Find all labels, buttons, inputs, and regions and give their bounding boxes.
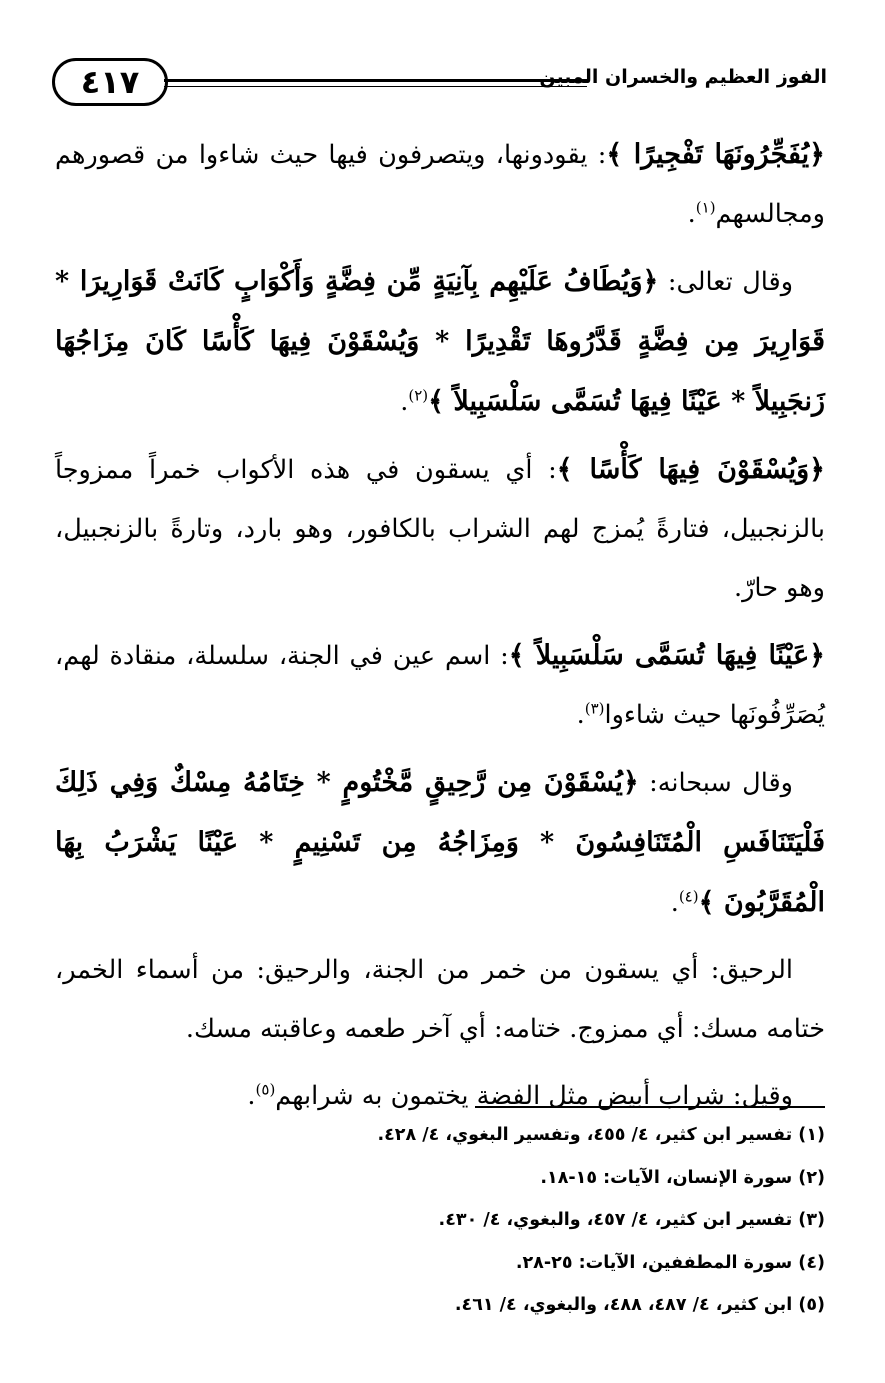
quran-verse: ﴿وَيُسْقَوْنَ فِيهَا كَأْسًا ﴾ [556, 454, 825, 485]
footnote-ref: (٢) [408, 386, 429, 405]
footnote-4: (٤) سورة المطففين، الآيات: ٢٥-٢٨. [515, 1252, 825, 1273]
punctuation: . [687, 199, 696, 229]
footnote-ref: (٥) [255, 1080, 276, 1099]
punctuation: . [670, 888, 679, 918]
paragraph-text: الرحيق: أي يسقون من خمر من الجنة، والرحيق: من أسماء الخمر، ختامه مسك: أي ممزوج. ختامه: أي آخر طعمه وعاقبته مسك. [55, 955, 825, 1044]
paragraph-1 [55, 125, 825, 244]
header-rule [164, 79, 587, 82]
paragraph-text: وقيل: شراب أبيض مثل الفضة يختمون به شرابهم [275, 1081, 793, 1111]
paragraph-text: : اسم عين في الجنة، سلسلة، منقادة لهم، يُصَرِّفُونَها حيث شاءوا [55, 641, 825, 730]
header-rule-thin [164, 86, 587, 87]
paragraph-text: : أي يسقون في هذه الأكواب خمراً ممزوجاً بالزنجبيل، فتارةً يُمزج لهم الشراب بالكافور، وهو بارد، وتارةً بالزنجبيل، وهو حارّ. [55, 455, 825, 603]
punctuation: . [247, 1081, 256, 1111]
paragraph-3 [55, 440, 825, 618]
punctuation: . [576, 700, 585, 730]
body-text [55, 125, 825, 1134]
footnote-separator [475, 1106, 825, 1108]
footnotes [225, 1117, 825, 1330]
quran-verse: ﴿عَيْنًا فِيهَا تُسَمَّى سَلْسَبِيلاً ﴾ [508, 640, 825, 671]
quran-verse: ﴿يُسْقَوْنَ مِن رَّحِيقٍ مَّخْتُومٍ * خِتَامُهُ مِسْكٌ وَفِي ذَلِكَ فَلْيَتَنَافَسِ الْمُتَنَافِسُونَ * وَمِزَاجُهُ مِن تَسْنِيمٍ * عَيْنًا يَشْرَبُ بِهَا الْمُقَرَّبُونَ ﴾ [55, 767, 825, 918]
paragraph-4 [55, 626, 825, 745]
footnote-3: (٣) تفسير ابن كثير، ٤/ ٤٥٧، والبغوي، ٤/ ٤٣٠. [438, 1210, 825, 1230]
page-number: ٤١٧ [52, 58, 168, 106]
quran-verse: ﴿يُفَجِّرُونَهَا تَفْجِيرًا ﴾ [606, 139, 825, 170]
footnote-ref: (١) [695, 198, 716, 217]
footnote-5: (٥) ابن كثير، ٤/ ٤٨٧، ٤٨٨، والبغوي، ٤/ ٤٦١. [454, 1295, 825, 1315]
running-title: الفوز العظيم والخسران المبين [539, 66, 827, 88]
paragraph-lead: وقال تعالى: [658, 267, 794, 297]
punctuation: . [400, 387, 409, 417]
paragraph-2 [55, 252, 825, 432]
paragraph-lead: وقال سبحانه: [638, 768, 793, 798]
page-header [52, 58, 827, 108]
paragraph-text: : يقودونها، ويتصرفون فيها حيث شاءوا من قصورهم ومجالسهم [55, 140, 825, 229]
footnote-ref: (٤) [678, 887, 699, 906]
footnote-ref: (٣) [584, 699, 605, 718]
paragraph-5 [55, 753, 825, 933]
footnote-2: (٢) سورة الإنسان، الآيات: ١٥-١٨. [540, 1167, 825, 1188]
paragraph-6 [55, 941, 825, 1059]
quran-verse: ﴿وَيُطَافُ عَلَيْهِم بِآنِيَةٍ مِّن فِضَّةٍ وَأَكْوَابٍ كَانَتْ قَوَارِيرَا * قَوَارِيرَ مِن فِضَّةٍ قَدَّرُوهَا تَقْدِيرًا * وَيُسْقَوْنَ فِيهَا كَأْسًا كَانَ مِزَاجُهَا زَنجَبِيلاً * عَيْنًا فِيهَا تُسَمَّى سَلْسَبِيلاً ﴾ [55, 266, 825, 417]
footnote-1: (١) تفسير ابن كثير، ٤/ ٤٥٥، وتفسير البغوي، ٤/ ٤٢٨. [377, 1125, 825, 1145]
